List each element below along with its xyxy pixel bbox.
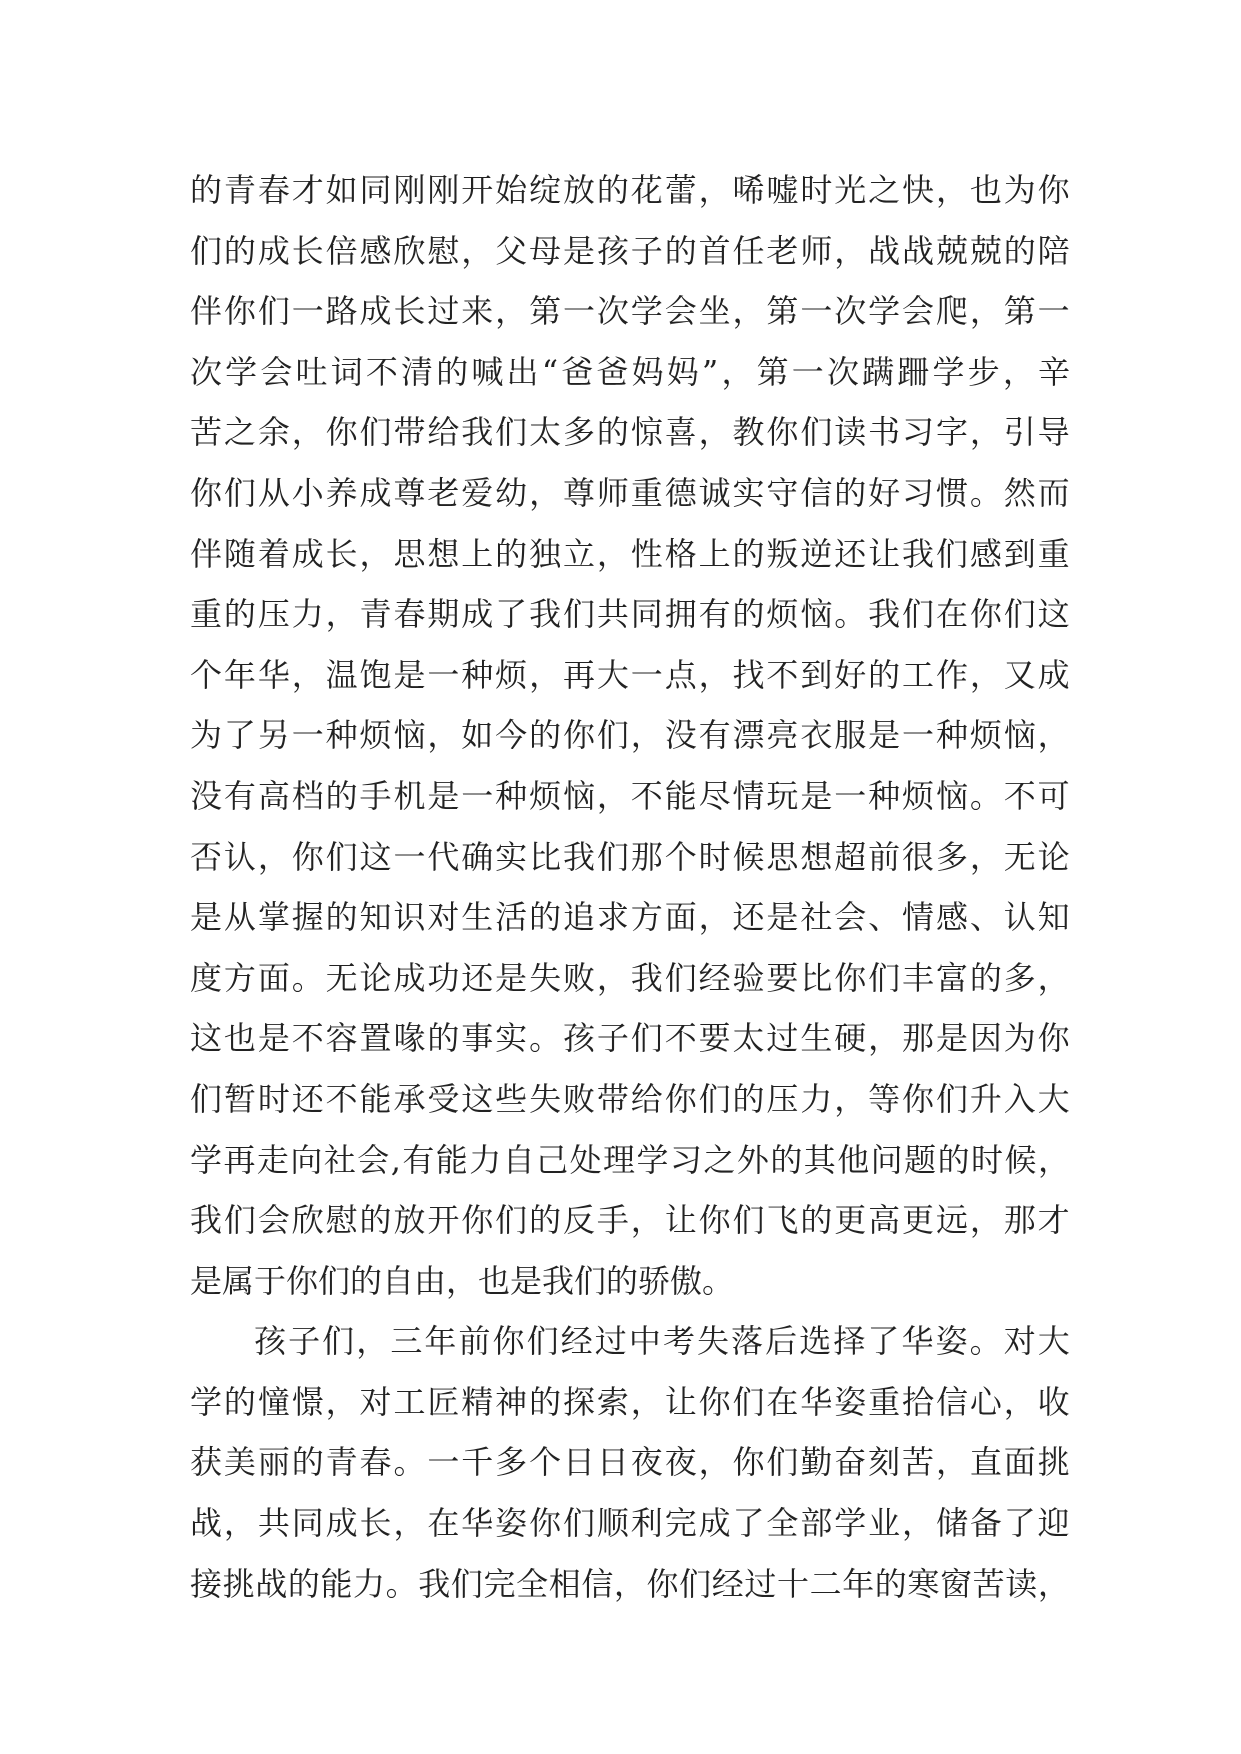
text-line: 们 暂 时 还 不 能 承 受 这 些 失 败 带 给 你 们 的 压 力 ， 等 你 们 升 入 大	[190, 1079, 1070, 1118]
text-line: 重 的 压 力 ， 青 春 期 成 了 我 们 共 同 拥 有 的 烦 恼 。 我 们 在 你 们 这	[190, 595, 1070, 634]
paragraph	[190, 1311, 1070, 1614]
text-line: 学 的 憧 憬 ， 对 工 匠 精 神 的 探 索 ， 让 你 们 在 华 姿 重 拾 信 心 ， 收	[190, 1382, 1070, 1421]
text-line: 苦 之 余 ， 你 们 带 给 我 们 太 多 的 惊 喜 ， 教 你 们 读 书 习 字 ， 引 导	[190, 413, 1070, 452]
text-line: 获 美 丽 的 青 春 。 一 千 多 个 日 日 夜 夜 ， 你 们 勤 奋 刻 苦 ， 直 面 挑	[190, 1443, 1070, 1482]
text-line: 我 们 会 欣 慰 的 放 开 你 们 的 反 手 ， 让 你 们 飞 的 更 高 更 远 ， 那 才	[190, 1201, 1070, 1240]
paragraph	[190, 160, 1070, 1311]
text-line: 是属于你们的自由，也是我们的骄傲。	[190, 1261, 735, 1300]
text-line: 次 学 会 吐 词 不 清 的 喊 出 “ 爸 爸 妈 妈 ” ， 第 一 次 蹒 跚 学 步 ， 辛	[190, 352, 1070, 391]
text-line: 伴 你 们 一 路 成 长 过 来 ， 第 一 次 学 会 坐 ， 第 一 次 学 会 爬 ， 第 一	[190, 292, 1070, 331]
text-line: 是 从 掌 握 的 知 识 对 生 活 的 追 求 方 面 ， 还 是 社 会 、 情 感 、 认 知	[190, 898, 1070, 937]
text-line: 伴 随 着 成 长 ， 思 想 上 的 独 立 ， 性 格 上 的 叛 逆 还 让 我 们 感 到 重	[190, 534, 1070, 573]
text-line: 你 们 从 小 养 成 尊 老 爱 幼 ， 尊 师 重 德 诚 实 守 信 的 好 习 惯 。 然 而	[190, 473, 1070, 512]
text-line: 的 青 春 才 如 同 刚 刚 开 始 绽 放 的 花 蕾 ， 唏 嘘 时 光 之 快 ， 也 为 你	[190, 171, 1070, 209]
text-line: 这 也 是 不 容 置 喙 的 事 实 。 孩 子 们 不 要 太 过 生 硬 ， 那 是 因 为 你	[190, 1019, 1070, 1058]
text-line: 没 有 高 档 的 手 机 是 一 种 烦 恼 ， 不 能 尽 情 玩 是 一 种 烦 恼 。 不 可	[190, 776, 1070, 815]
text-line: 个 年 华 ， 温 饱 是 一 种 烦 ， 再 大 一 点 ， 找 不 到 好 的 工 作 ， 又 成	[190, 655, 1070, 694]
text-line: 为 了 另 一 种 烦 恼 ， 如 今 的 你 们 ， 没 有 漂 亮 衣 服 是 一 种 烦 恼 ，	[190, 716, 1070, 755]
text-line: 接 挑 战 的 能 力 。 我 们 完 全 相 信 ， 你 们 经 过 十 二 年 的 寒 窗 苦 读 ，	[190, 1564, 1070, 1603]
text-line: 孩 子 们 ， 三 年 前 你 们 经 过 中 考 失 落 后 选 择 了 华 姿 。 对 大	[254, 1322, 1070, 1361]
text-line: 否 认 ， 你 们 这 一 代 确 实 比 我 们 那 个 时 候 思 想 超 前 很 多 ， 无 论	[190, 837, 1070, 876]
text-line: 战 ， 共 同 成 长 ， 在 华 姿 你 们 顺 利 完 成 了 全 部 学 业 ， 储 备 了 迎	[190, 1504, 1070, 1543]
body-text	[190, 160, 1070, 1614]
text-line: 学 再 走 向 社 会 , 有 能 力 自 己 处 理 学 习 之 外 的 其 他 问 题 的 时 候 ，	[190, 1140, 1070, 1179]
text-line: 们 的 成 长 倍 感 欣 慰 ， 父 母 是 孩 子 的 首 任 老 师 ， 战 战 兢 兢 的 陪	[190, 231, 1070, 270]
text-line: 度 方 面 。 无 论 成 功 还 是 失 败 ， 我 们 经 验 要 比 你 们 丰 富 的 多 ，	[190, 958, 1070, 997]
